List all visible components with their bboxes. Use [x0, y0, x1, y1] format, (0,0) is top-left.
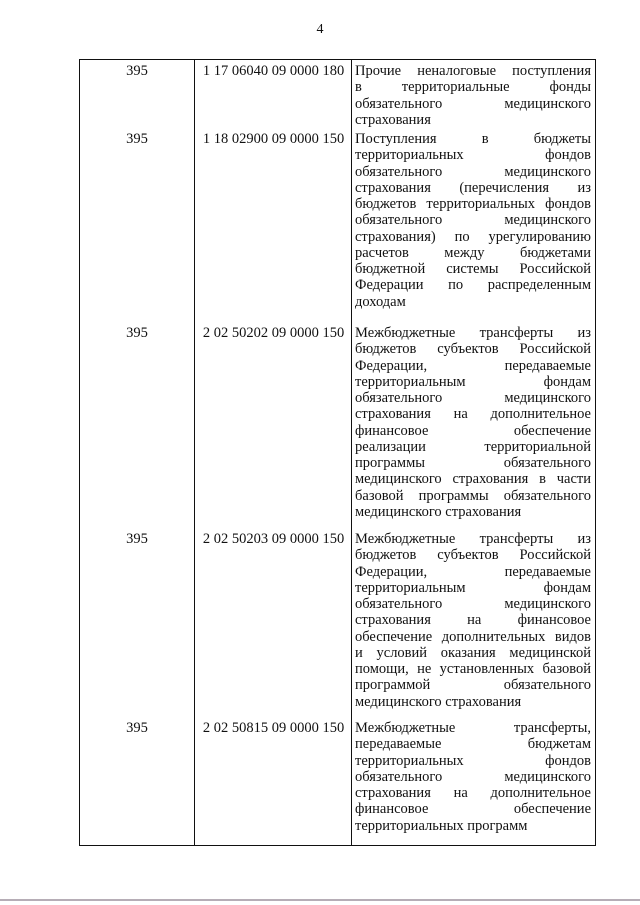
description-line: передаваемые бюджетам — [355, 736, 591, 753]
description-line: территориальных фондов — [355, 752, 591, 769]
description-line: Межбюджетные трансферты из — [355, 531, 591, 547]
description-line: Межбюджетные трансферты из — [355, 325, 591, 341]
description-line: страхования (перечисления из — [355, 179, 591, 196]
admin-code-cell: 395 — [126, 63, 148, 79]
description-line: Федерации, передаваемые — [355, 563, 591, 580]
description-line: бюджетов субъектов Российской — [355, 547, 591, 564]
description-line: бюджетной системы Российской — [355, 261, 591, 277]
description-line: медицинского страхования в части — [355, 471, 591, 488]
description-line: обязательного медицинского — [355, 596, 591, 612]
column-divider-code — [351, 60, 352, 845]
admin-code-cell: 395 — [126, 131, 148, 147]
admin-code-cell: 395 — [126, 531, 148, 547]
description-line: территориальным фондам — [355, 373, 591, 390]
budget-classification-code-cell: 1 17 06040 09 0000 180 — [202, 63, 345, 79]
income-description-cell — [355, 325, 591, 520]
description-line: страхования на финансовое — [355, 612, 591, 629]
budget-classification-code-cell: 1 18 02900 09 0000 150 — [202, 131, 345, 147]
admin-code-cell: 395 — [126, 720, 148, 736]
income-description-cell — [355, 720, 591, 834]
admin-code-cell: 395 — [126, 325, 148, 341]
description-line: расчетов между бюджетами — [355, 244, 591, 261]
scan-edge-stripe — [0, 899, 640, 901]
description-line: обязательного медицинского — [355, 95, 591, 112]
description-line: программой обязательного — [355, 677, 591, 694]
description-line: медицинского страхования — [355, 503, 522, 520]
description-line: Поступления в бюджеты — [355, 131, 591, 147]
description-line: бюджетов субъектов Российской — [355, 341, 591, 358]
budget-classification-code-cell: 2 02 50815 09 0000 150 — [202, 720, 345, 736]
description-line: страхования) по урегулированию — [355, 228, 591, 245]
income-description-cell — [355, 63, 591, 128]
description-line: страхования — [355, 111, 431, 128]
description-line: медицинского страхования — [355, 693, 522, 710]
description-line: и условий оказания медицинской — [355, 644, 591, 661]
description-line: Межбюджетные трансферты, — [355, 720, 591, 736]
description-line: финансовое обеспечение — [355, 422, 591, 439]
description-line: реализации территориальной — [355, 438, 591, 455]
description-line: бюджетов территориальных фондов — [355, 196, 591, 212]
income-description-cell — [355, 131, 591, 310]
description-line: Федерации по распределенным — [355, 277, 591, 294]
description-line: обязательного медицинского — [355, 390, 591, 406]
description-line: страхования на дополнительное — [355, 785, 591, 801]
description-line: помощи, не установленных базовой — [355, 661, 591, 677]
income-description-cell — [355, 531, 591, 710]
page-number: 4 — [316, 22, 324, 37]
description-line: доходам — [355, 293, 406, 310]
description-line: базовой программы обязательного — [355, 487, 591, 504]
budget-classification-code-cell: 2 02 50202 09 0000 150 — [202, 325, 345, 341]
budget-classification-code-cell: 2 02 50203 09 0000 150 — [202, 531, 345, 547]
description-line: территориальных программ — [355, 817, 528, 834]
description-line: обязательного медицинского — [355, 768, 591, 785]
description-line: обязательного медицинского — [355, 212, 591, 229]
description-line: Прочие неналоговые поступления — [355, 63, 591, 79]
income-codes-table — [79, 59, 596, 846]
description-line: страхования на дополнительное — [355, 406, 591, 423]
description-line: обязательного медицинского — [355, 163, 591, 180]
description-line: Федерации, передаваемые — [355, 357, 591, 374]
description-line: в территориальные фонды — [355, 79, 591, 96]
description-line: программы обязательного — [355, 455, 591, 471]
description-line: территориальным фондам — [355, 579, 591, 596]
column-divider-admin — [194, 60, 195, 845]
description-line: финансовое обеспечение — [355, 801, 591, 818]
description-line: территориальных фондов — [355, 147, 591, 164]
description-line: обеспечение дополнительных видов — [355, 628, 591, 645]
